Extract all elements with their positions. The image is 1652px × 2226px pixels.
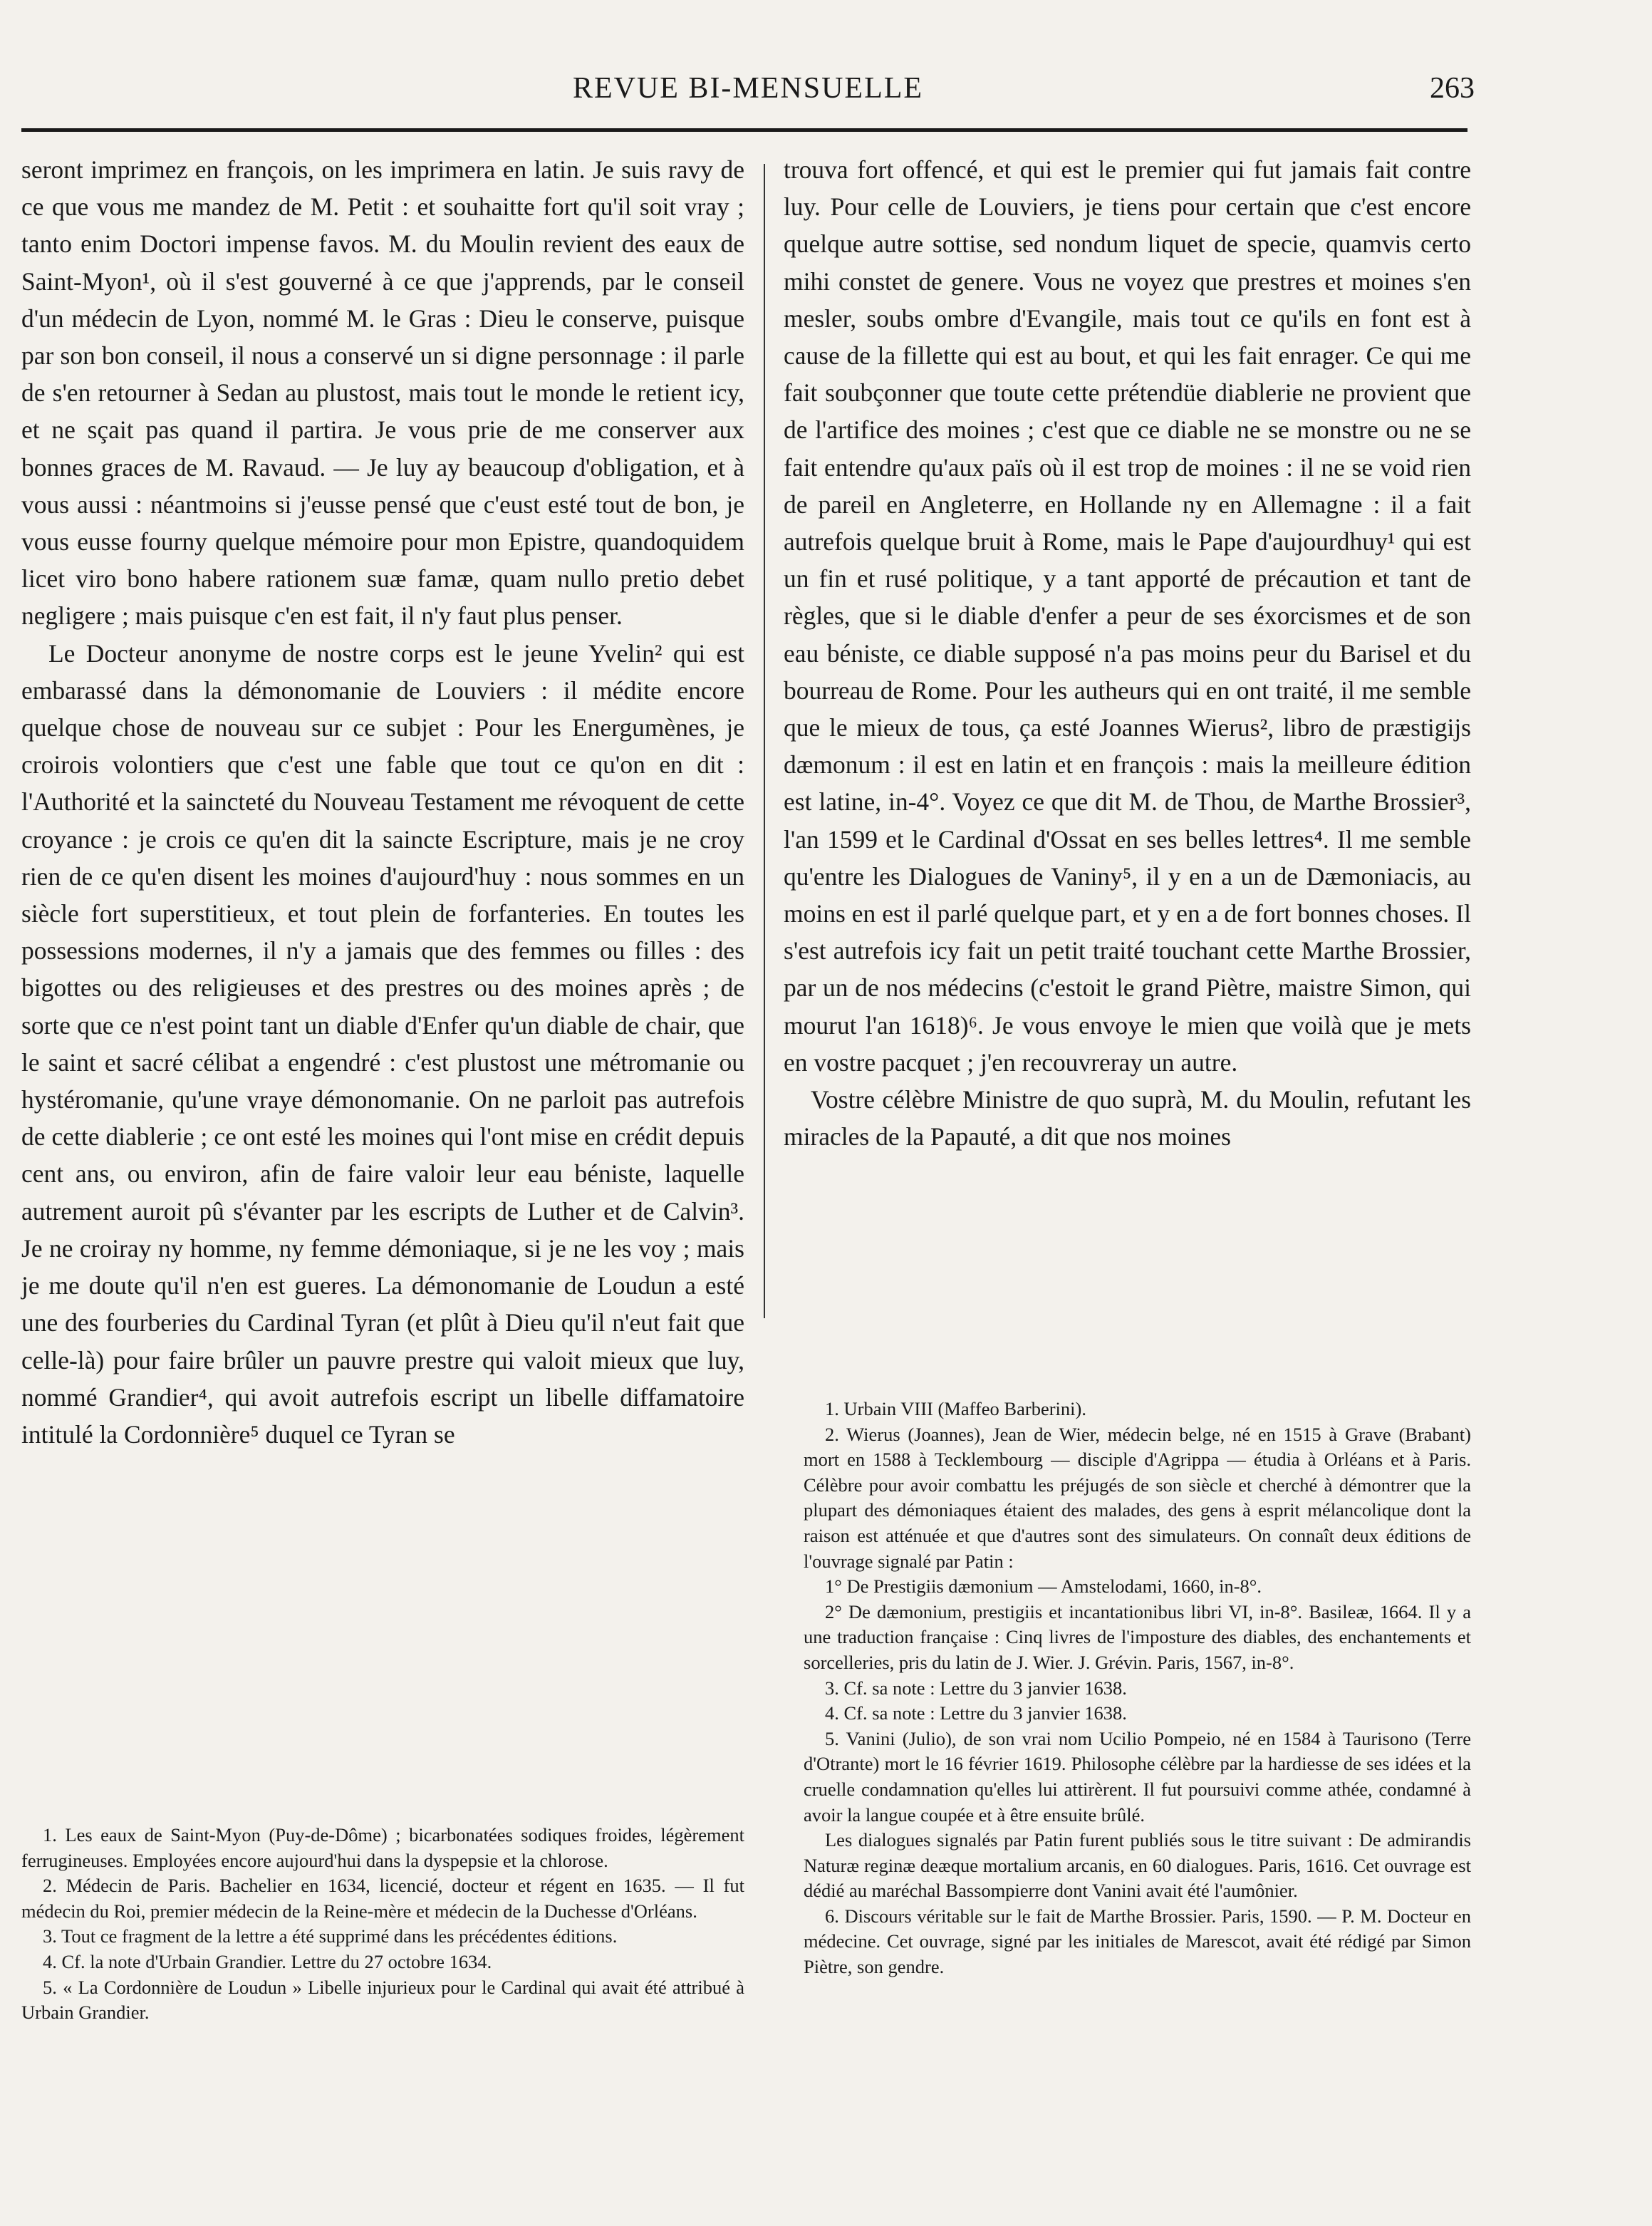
footnotes-left bbox=[21, 1823, 744, 2026]
page-number: 263 bbox=[1430, 72, 1475, 105]
footnote-right-2-edition-2: 2° De dæmonium, prestigiis et incantationibus libri VI, in-8°. Basileæ, 1664. Il y a une traduction française : Cinq livres de l'imposture des diables, des enchantements et sorcelleries, pris du latin de J. Wier. J. Grévin. Paris, 1567, in-8°. bbox=[804, 1600, 1471, 1673]
running-header bbox=[21, 71, 1475, 121]
footnote-right-2-edition-1: 1° De Prestigiis dæmonium — Amstelodami, 1660, in-8°. bbox=[825, 1575, 1262, 1598]
footnote-left-5: 5. « La Cordonnière de Loudun » Libelle injurieux pour le Cardinal qui avait été attribué à Urbain Grandier. bbox=[21, 1976, 744, 2024]
header-rule bbox=[21, 128, 1467, 132]
footnote-right-4: 4. Cf. sa note : Lettre du 3 janvier 1638. bbox=[825, 1702, 1127, 1724]
column-rule bbox=[764, 164, 765, 1318]
right-column bbox=[784, 151, 1471, 1155]
left-paragraph-1: seront imprimez en françois, on les imprimera en latin. Je suis ravy de ce que vous me mandez de M. Petit : et souhaitte fort qu'il soit vray ; tanto enim Doctori impense favos. M. du Moulin revient des eaux de Saint-Myon¹, où il s'est gouverné à ce que j'apprends, par le conseil d'un médecin de Lyon, nommé M. le Gras : Dieu le conserve, puisque par son bon conseil, il nous a conservé un si digne personnage : il parle de s'en retourner à Sedan au plustost, mais tout le monde le retient icy, et ne sçait pas quand il partira. Je vous prie de me conserver aux bonnes graces de M. Ravaud. — Je luy ay beaucoup d'obligation, et à vous aussi : néantmoins si j'eusse pensé que c'eust esté tout de bon, je vous eusse fourny quelque mémoire pour mon Epistre, quandoquidem licet viro bono habere rationem suæ famæ, quam nullo pretio debet negligere ; mais puisque c'en est fait, il n'y faut plus penser. bbox=[21, 155, 744, 631]
footnote-left-4: 4. Cf. la note d'Urbain Grandier. Lettre du 27 octobre 1634. bbox=[43, 1950, 492, 1972]
footnote-left-3: 3. Tout ce fragment de la lettre a été supprimé dans les précédentes éditions. bbox=[43, 1925, 618, 1947]
left-paragraph-2: Le Docteur anonyme de nostre corps est le jeune Yvelin² qui est embarassé dans la démonomanie de Louviers : il médite encore quelque chose de nouveau sur ce subjet : Pour les Energumènes, je croirois volontiers que c'est une fable que tout ce qu'on en dit : l'Authorité et la saincteté du Nouveau Testament me révoquent de cette croyance : je crois ce qu'en dit la saincte Escripture, mais je ne croy rien de ce qu'en disent les moines d'aujourd'huy : nous sommes en un siècle fort superstitieux, et tout plein de forfanteries. En toutes les possessions modernes, il n'y a jamais que des femmes ou filles : des bigottes ou des religieuses et des prestres ou des moines après ; de sorte que ce n'est point tant un diable d'Enfer qu'un diable de chair, que le saint et sacré célibat a engendré : c'est plustost une métromanie ou hystéromanie, qu'une vraye démonomanie. On ne parloit pas autrefois de cette diablerie ; ce ont esté les moines qui l'ont mise en crédit depuis cent ans, ou environ, afin de faire valoir leur eau béniste, laquelle autrement auroit pû s'évanter par les escripts de Luther et de Calvin³. Je ne croiray ny homme, ny femme démoniaque, si je ne les voy ; mais je me doute qu'il n'en est gueres. La démonomanie de Loudun a esté une des fourberies du Cardinal Tyran (et plût à Dieu qu'il n'eut fait que celle-là) pour faire brûler un pauvre prestre qui valoit mieux que luy, nommé Grandier⁴, qui avoit autrefois escript un libelle diffamatoire intitulé la Cordonnière⁵ duquel ce Tyran se bbox=[21, 638, 744, 1449]
footnote-right-5: 5. Vanini (Julio), de son vrai nom Ucilio Pompeio, né en 1584 à Taurisono (Terre d'Otrante) mort le 16 février 1619. Philosophe célèbre par la hardiesse de ses idées et la cruelle condamnation qu'elles lui attirèrent. Il fut poursuivi comme athée, condamné à avoir la langue coupée et à être ensuite brûlé. bbox=[804, 1727, 1471, 1826]
footnotes-right bbox=[804, 1397, 1471, 1980]
left-column bbox=[21, 151, 744, 1453]
footnote-left-2: 2. Médecin de Paris. Bachelier en 1634, licencié, docteur et régent en 1635. — Il fut médecin du Roi, premier médecin de la Reine-mère et médecin de la Duchesse d'Orléans. bbox=[21, 1875, 744, 1922]
right-paragraph-2: Vostre célèbre Ministre de quo suprà, M. du Moulin, refutant les miracles de la Papauté, a dit que nos moines bbox=[784, 1085, 1471, 1151]
footnote-left-1: 1. Les eaux de Saint-Myon (Puy-de-Dôme) ; bicarbonatées sodiques froides, légèrement ferrugineuses. Employées encore aujourd'hui dans la dyspepsie et la chlorose. bbox=[21, 1824, 744, 1871]
footnote-right-1: 1. Urbain VIII (Maffeo Barberini). bbox=[825, 1398, 1086, 1419]
footnote-right-3: 3. Cf. sa note : Lettre du 3 janvier 1638. bbox=[825, 1677, 1127, 1699]
footnote-right-5-dialogues: Les dialogues signalés par Patin furent publiés sous le titre suivant : De admirandis Naturæ reginæ deæque mortalium arcanis, en 60 dialogues. Paris, 1616. Cet ouvrage est dédié au maréchal Bassompierre dont Vanini avait été l'aumônier. bbox=[804, 1829, 1471, 1902]
footnote-right-2: 2. Wierus (Joannes), Jean de Wier, médecin belge, né en 1515 à Grave (Brabant) mort en 1588 à Tecklembourg — disciple d'Agrippa — étudia à Orléans et à Paris. Célèbre pour avoir combattu les préjugés de son siècle et cherché à démontrer que la plupart des démoniaques étaient des malades, des gens à esprit mélancolique dont la raison est atténuée et que d'autres sont des simulateurs. On connaît deux éditions de l'ouvrage signalé par Patin : bbox=[804, 1423, 1471, 1572]
right-paragraph-1: trouva fort offencé, et qui est le premier qui fut jamais fait contre luy. Pour celle de Louviers, je tiens pour certain que c'est encore quelque autre sottise, sed nondum liquet de specie, quamvis certo mihi constet de genere. Vous ne voyez que prestres et moines s'en mesler, soubs ombre d'Evangile, mais tout ce qu'ils en font est à cause de la fillette qui est au bout, et qui les fait enrager. Ce qui me fait soubçonner que toute cette prétendüe diablerie ne provient que de l'artifice des moines ; c'est que ce diable ne se monstre ou ne se fait entendre qu'aux païs où il est trop de moines : il ne se void rien de pareil en Angleterre, en Hollande ny en Allemagne : il a fait autrefois quelque bruit à Rome, mais le Pape d'aujourdhuy¹ qui est un fin et rusé politique, y a tant apporté de précaution et tant de règles, que si le diable d'enfer a peur de ses éxorcismes et de son eau béniste, ce diable supposé n'a pas moins peur du Barisel et du bourreau de Rome. Pour les autheurs qui en ont traité, il me semble que le mieux de tous, ça esté Joannes Wierus², libro de præstigijs dæmonum : il est en latin et en françois : mais la meilleure édition est latine, in-4°. Voyez ce que dit M. de Thou, de Marthe Brossier³, l'an 1599 et le Cardinal d'Ossat en ses belles lettres⁴. Il me semble qu'entre les Dialogues de Vaniny⁵, il y en a un de Dæmoniacis, au moins en est il parlé quelque part, et y en a de fort bonnes choses. Il s'est autrefois icy fait un petit traité touchant cette Marthe Brossier, par un de nos médecins (c'estoit le grand Piètre, maistre Simon, qui mourut l'an 1618)⁶. Je vous envoye le mien que voilà que je mets en vostre pacquet ; j'en recouvreray un autre. bbox=[784, 155, 1471, 1077]
running-title: REVUE BI-MENSUELLE bbox=[572, 72, 924, 105]
footnote-right-6: 6. Discours véritable sur le fait de Marthe Brossier. Paris, 1590. — P. M. Docteur en médecine. Cet ouvrage, signé par les initiales de Marescot, avait été rédigé par Simon Piètre, son gendre. bbox=[804, 1905, 1471, 1978]
